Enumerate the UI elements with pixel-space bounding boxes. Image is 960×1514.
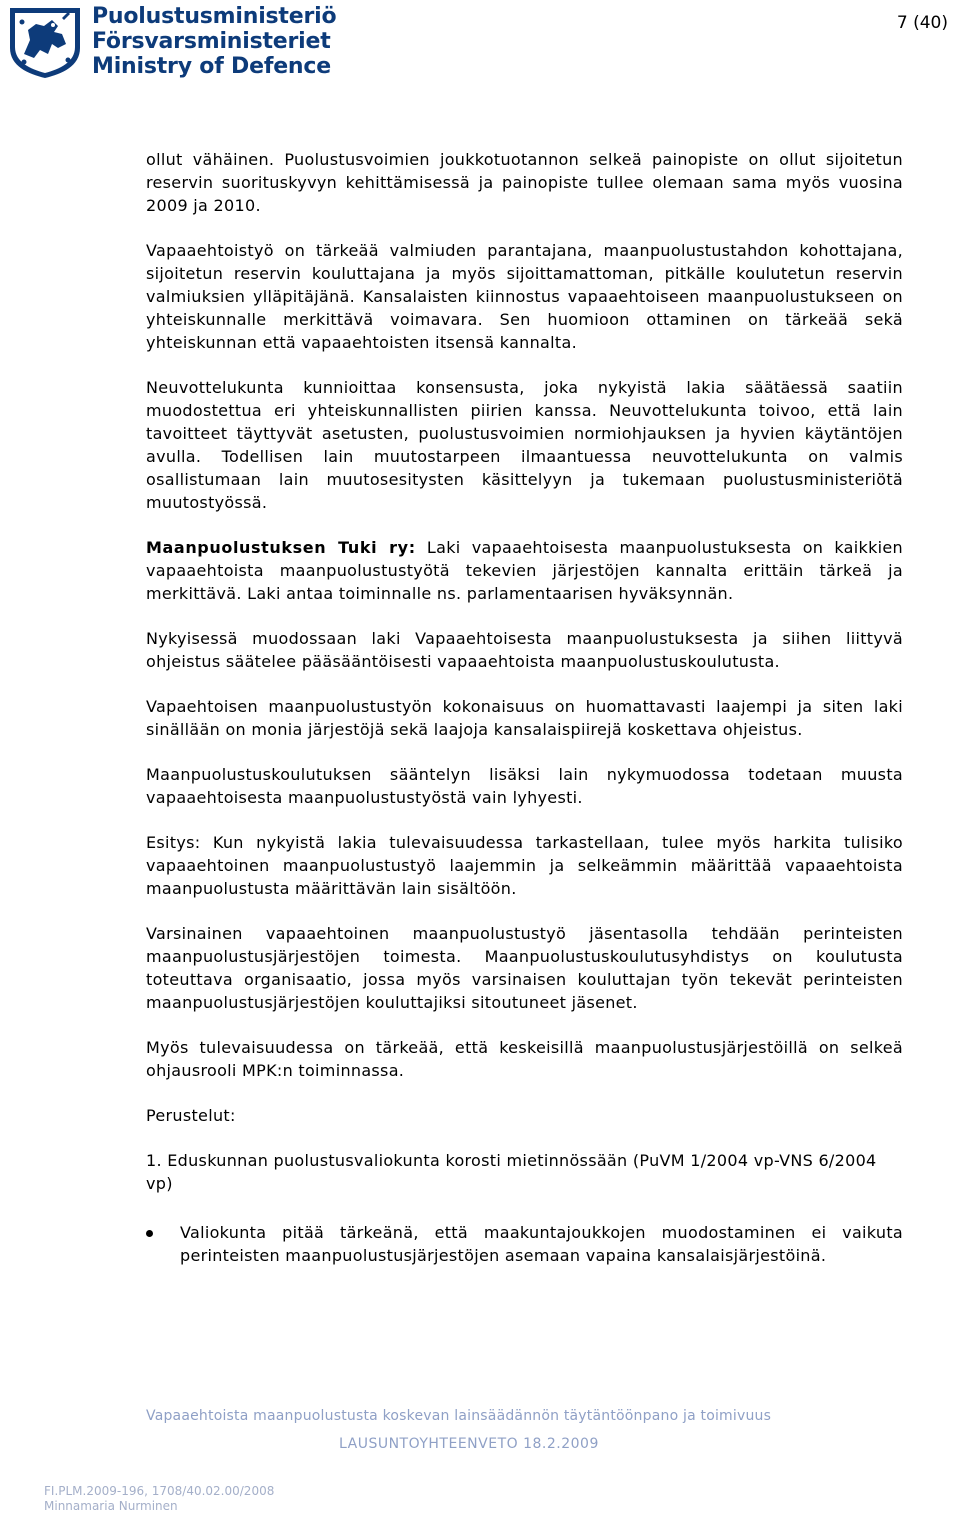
footer-summary-label: LAUSUNTOYHTEENVETO 18.2.2009: [339, 1436, 599, 1452]
paragraph: Myös tulevaisuudessa on tärkeää, että keskeisillä maanpuolustusjärjestöillä on selkeä ohjausrooli MPK:n toiminnassa.: [146, 1038, 903, 1080]
bullet-text: Valiokunta pitää tärkeänä, että maakuntajoukkojen muodostaminen ei vaikuta perinteisten maanpuolustusjärjestöjen asemaan vapaina kansalaisjärjestöinä.: [180, 1223, 903, 1265]
proposal-paragraph: Esitys: Kun nykyistä lakia tulevaisuudessa tarkastellaan, tulee myös harkita tulisiko vapaaehtoinen maanpuolustustyö laajemmin ja selkeämmin määrittää vapaaehtoista maanpuolustusta määrittävän lain sisältöön.: [146, 833, 903, 898]
paragraph: Neuvottelukunta kunnioittaa konsensusta, joka nykyistä lakia säätäessä saatiin muodostettua eri yhteiskunnallisten piirien kanssa. Neuvottelukunta toivoo, että lain tavoitteet täyttyvät asetusten, puolustusvoimien normiohjauksen ja hyvien käytäntöjen avulla. Todellisen lain muutostarpeen ilmaantuessa neuvottelukunta on valmis osallistumaan lain muutosesitysten käsittelyyn ja tukemaan puolustusministeriötä muutostyössä.: [146, 378, 903, 512]
org-statement-paragraph: [146, 536, 903, 605]
lion-coat-of-arms-icon: [6, 4, 84, 80]
page-number: 7 (40): [896, 13, 948, 33]
grounds-heading: Perustelut:: [146, 1106, 236, 1125]
numbered-item: 1. Eduskunnan puolustusvaliokunta korosti mietinnössään (PuVM 1/2004 vp-VNS 6/2004 vp): [146, 1151, 877, 1193]
bullet-list-item: [146, 1221, 903, 1267]
logo-line-fi: Puolustusministeriö: [92, 4, 337, 29]
paragraph: Varsinainen vapaaehtoinen maanpuolustustyö jäsentasolla tehdään perinteisten maanpuolustusjärjestöjen toimesta. Maanpuolustuskoulutusyhdistys on koulutusta toteuttava organisaatio, jossa myös varsinaisen kouluttajan työn tekevät perinteisten maanpuolustusjärjestöjen kouluttajiksi sitoutuneet jäsenet.: [146, 924, 903, 1012]
bullet-icon: [146, 1230, 153, 1237]
paragraph: Nykyisessä muodossaan laki Vapaaehtoisesta maanpuolustuksesta ja siihen liittyvä ohjeistus säätelee pääsääntöisesti vapaaehtoista maanpuolustuskoulutusta.: [146, 629, 903, 671]
org-statement-text: Laki vapaaehtoisesta maanpuolustuksesta on kaikkien vapaaehtoista maanpuolustustyötä tekevien järjestöjen kannalta erittäin tärkeä ja merkittävä. Laki antaa toiminnalle ns. parlamentaarisen hyväksynnän.: [146, 538, 903, 603]
footer-reference-number: FI.PLM.2009-196, 1708/40.02.00/2008: [44, 1484, 275, 1498]
paragraph: Maanpuolustuskoulutuksen sääntelyn lisäksi lain nykymuodossa todetaan muusta vapaaehtoisesta maanpuolustustyöstä vain lyhyesti.: [146, 765, 903, 807]
footer-document-title: Vapaaehtoista maanpuolustusta koskevan lainsäädännön täytäntöönpano ja toimivuus: [146, 1408, 772, 1424]
paragraph: Vapaaehtoistyö on tärkeää valmiuden parantajana, maanpuolustustahdon kohottajana, sijoitetun reservin kouluttajana ja myös sijoittamattoman, pitkälle koulutetun reservin valmiuksien ylläpitäjänä. Kansalaisten kiinnostus vapaaehtoiseen maanpuolustukseen on yhteiskunnalle merkittävä voimavara. Sen huomioon ottaminen on tärkeää sekä yhteiskunnan että vapaaehtoisten itsensä kannalta.: [146, 241, 903, 352]
org-name: Maanpuolustuksen Tuki ry:: [146, 538, 416, 557]
paragraph: Vapaehtoisen maanpuolustustyön kokonaisuus on huomattavasti laajempi ja siten laki sinällään on monia järjestöjä sekä laajoja kansalaispiirejä koskettava ohjeistus.: [146, 697, 903, 739]
logo-line-sv: Försvarsministeriet: [92, 29, 331, 54]
ministry-logo-text: [92, 4, 336, 79]
page-header: [0, 0, 960, 90]
logo-line-en: Ministry of Defence: [92, 54, 331, 79]
paragraph: ollut vähäinen. Puolustusvoimien joukkotuotannon selkeä painopiste on ollut sijoitetun reservin suorituskyvyn kehittämisessä ja painopiste tullee olemaan sama myös vuosina 2009 ja 2010.: [146, 150, 903, 215]
footer-author: Minnamaria Nurminen: [44, 1499, 178, 1513]
document-body: [146, 148, 903, 1289]
